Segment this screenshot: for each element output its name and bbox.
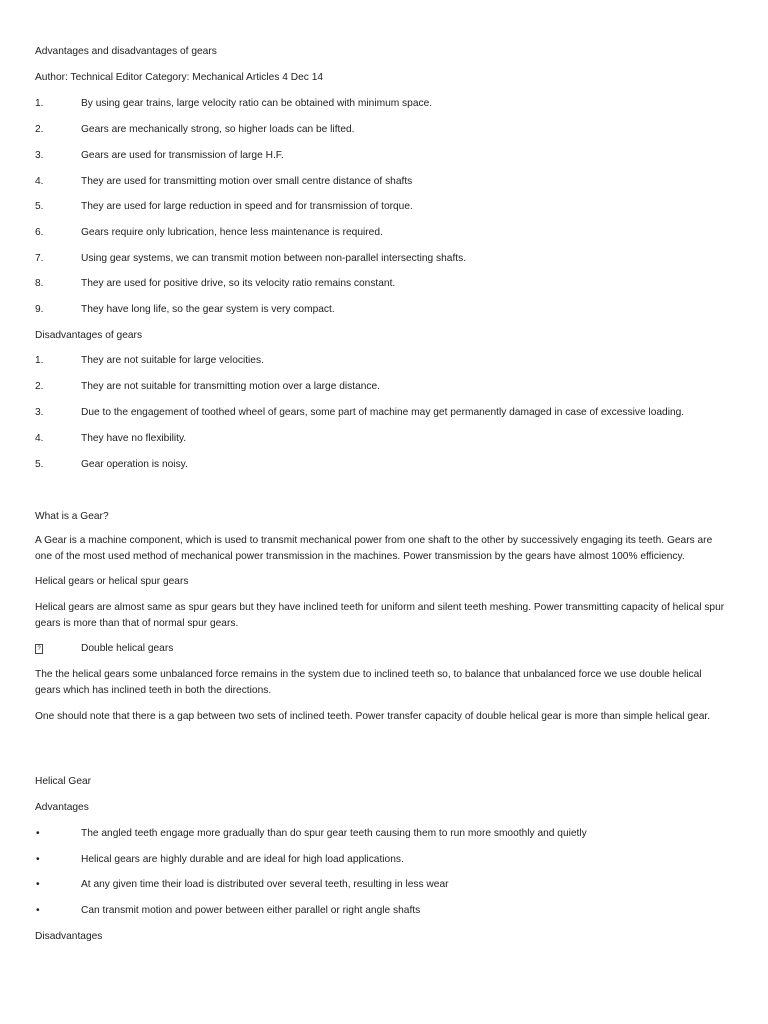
what-is-gear-paragraph: A Gear is a machine component, which is used to transmit mechanical power from one shaft to the other by successively engaging its teeth. Gears are one of the most used method of mechanical power transmission in the machines. Power transmission by the gears have almost 100% efficiency. (35, 535, 713, 562)
item-text: They are used for large reduction in speed and for transmission of torque. (81, 201, 413, 212)
item-text: Helical gears are highly durable and are ideal for high load applications. (81, 854, 404, 865)
bullet: • (36, 879, 40, 890)
item-number: 4. (35, 433, 44, 444)
item-text: They are used for positive drive, so its velocity ratio remains constant. (81, 278, 396, 289)
item-number: 6. (35, 227, 44, 238)
item-number: 5. (35, 201, 44, 212)
item-text: Gears require only lubrication, hence less maintenance is required. (81, 227, 383, 238)
item-text: They are used for transmitting motion over small centre distance of shafts (81, 176, 413, 187)
document-title: Advantages and disadvantages of gears (35, 46, 217, 57)
item-text: The angled teeth engage more gradually than do spur gear teeth causing them to run more smoothly and quietly (81, 828, 587, 839)
bullet: • (36, 905, 40, 916)
item-number: 2. (35, 124, 44, 135)
missing-glyph-icon: ? (35, 644, 43, 654)
item-text: Due to the engagement of toothed wheel of gears, some part of machine may get permanently damaged in case of excessive loading. (81, 407, 685, 418)
item-text: Gear operation is noisy. (81, 459, 188, 470)
item-number: 1. (35, 98, 44, 109)
what-is-gear-heading: What is a Gear? (35, 511, 109, 522)
item-text: They are not suitable for transmitting motion over a large distance. (81, 381, 380, 392)
bullet: • (36, 828, 40, 839)
item-text: Using gear systems, we can transmit motion between non-parallel intersecting shafts. (81, 253, 467, 264)
item-text: Can transmit motion and power between either parallel or right angle shafts (81, 905, 421, 916)
double-helical-heading: Double helical gears (81, 643, 174, 654)
item-number: 2. (35, 381, 44, 392)
item-text: Gears are used for transmission of large H.F. (81, 150, 284, 161)
item-text: By using gear trains, large velocity ratio can be obtained with minimum space. (81, 98, 433, 109)
item-text: They are not suitable for large velocities. (81, 355, 264, 366)
item-number: 5. (35, 459, 44, 470)
item-number: 3. (35, 407, 44, 418)
double-helical-paragraph-2: One should note that there is a gap between two sets of inclined teeth. Power transfer capacity of double helical gear is more than simple helical gear. (35, 711, 711, 722)
item-number: 8. (35, 278, 44, 289)
helical-gears-paragraph: Helical gears are almost same as spur gears but they have inclined teeth for uniform and silent teeth meshing. Power transmitting capacity of helical spur gears is more than that of normal spur gears. (35, 602, 725, 629)
double-helical-paragraph-1: The the helical gears some unbalanced force remains in the system due to inclined teeth so, to balance that unbalanced force we use double helical gears which has inclined teeth in both the directions. (35, 669, 702, 696)
disadvantages-heading: Disadvantages of gears (35, 330, 143, 341)
item-number: 4. (35, 176, 44, 187)
advantages-heading: Advantages (35, 802, 89, 813)
item-text: They have long life, so the gear system is very compact. (81, 304, 335, 315)
helical-gear-heading: Helical Gear (35, 776, 92, 787)
author-line: Author: Technical Editor Category: Mechanical Articles 4 Dec 14 (35, 72, 324, 83)
final-disadvantages-heading: Disadvantages (35, 931, 103, 942)
item-number: 1. (35, 355, 44, 366)
item-text: They have no flexibility. (81, 433, 187, 444)
item-number: 9. (35, 304, 44, 315)
helical-gears-heading: Helical gears or helical spur gears (35, 576, 189, 587)
bullet: • (36, 854, 40, 865)
item-number: 7. (35, 253, 44, 264)
item-number: 3. (35, 150, 44, 161)
item-text: Gears are mechanically strong, so higher loads can be lifted. (81, 124, 355, 135)
item-text: At any given time their load is distributed over several teeth, resulting in less wear (81, 879, 449, 890)
